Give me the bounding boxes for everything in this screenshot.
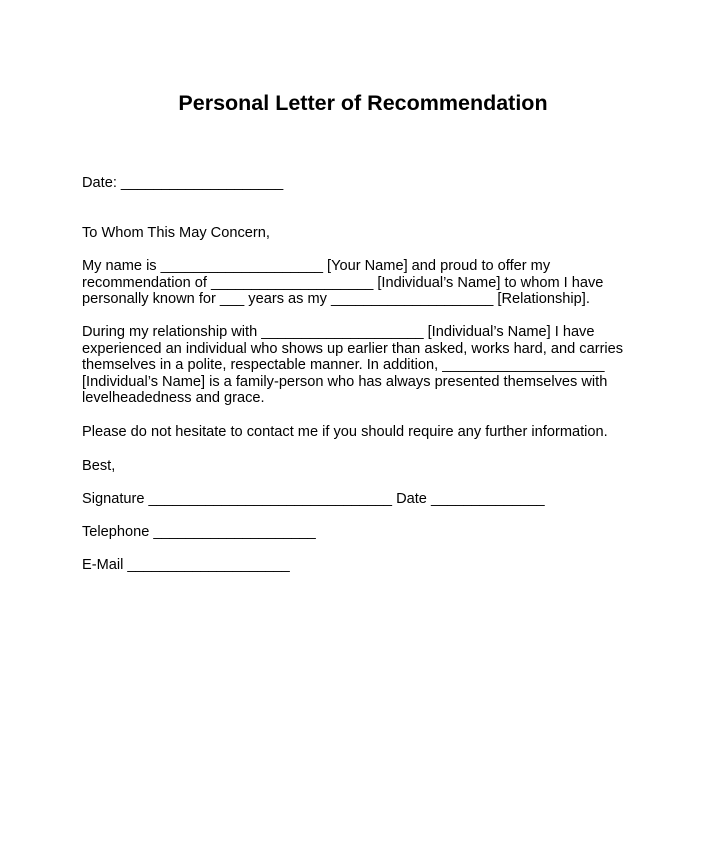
salutation: To Whom This May Concern,: [82, 225, 270, 241]
relationship-line-1: During my relationship with ____________________ [Individual’s Name] I have: [82, 324, 595, 340]
date-line: Date: ____________________: [82, 175, 284, 191]
contact-paragraph: Please do not hesitate to contact me if you should require any further information.: [82, 424, 608, 440]
relationship-line-5: levelheadedness and grace.: [82, 390, 265, 407]
relationship-line-3: themselves in a polite, respectable manner. In addition, ____________________: [82, 357, 605, 374]
relationship-paragraph: [82, 324, 642, 407]
page-title: Personal Letter of Recommendation: [178, 91, 548, 115]
email-line: E-Mail ____________________: [82, 557, 290, 573]
relationship-line-2: experienced an individual who shows up earlier than asked, works hard, and carries: [82, 340, 624, 357]
relationship-line-4: [Individual’s Name] is a family-person who has always presented themselves with: [82, 373, 608, 390]
intro-line-3: personally known for ___ years as my ____________________ [Relationship].: [82, 291, 590, 308]
intro-line-1: My name is ____________________ [Your Name] and proud to offer my: [82, 258, 551, 274]
intro-paragraph: [82, 258, 642, 308]
telephone-line: Telephone ____________________: [82, 524, 316, 540]
intro-line-2: recommendation of ____________________ [Individual’s Name] to whom I have: [82, 274, 604, 291]
signature-line: Signature ______________________________ Date ______________: [82, 491, 545, 507]
closing: Best,: [82, 458, 116, 474]
